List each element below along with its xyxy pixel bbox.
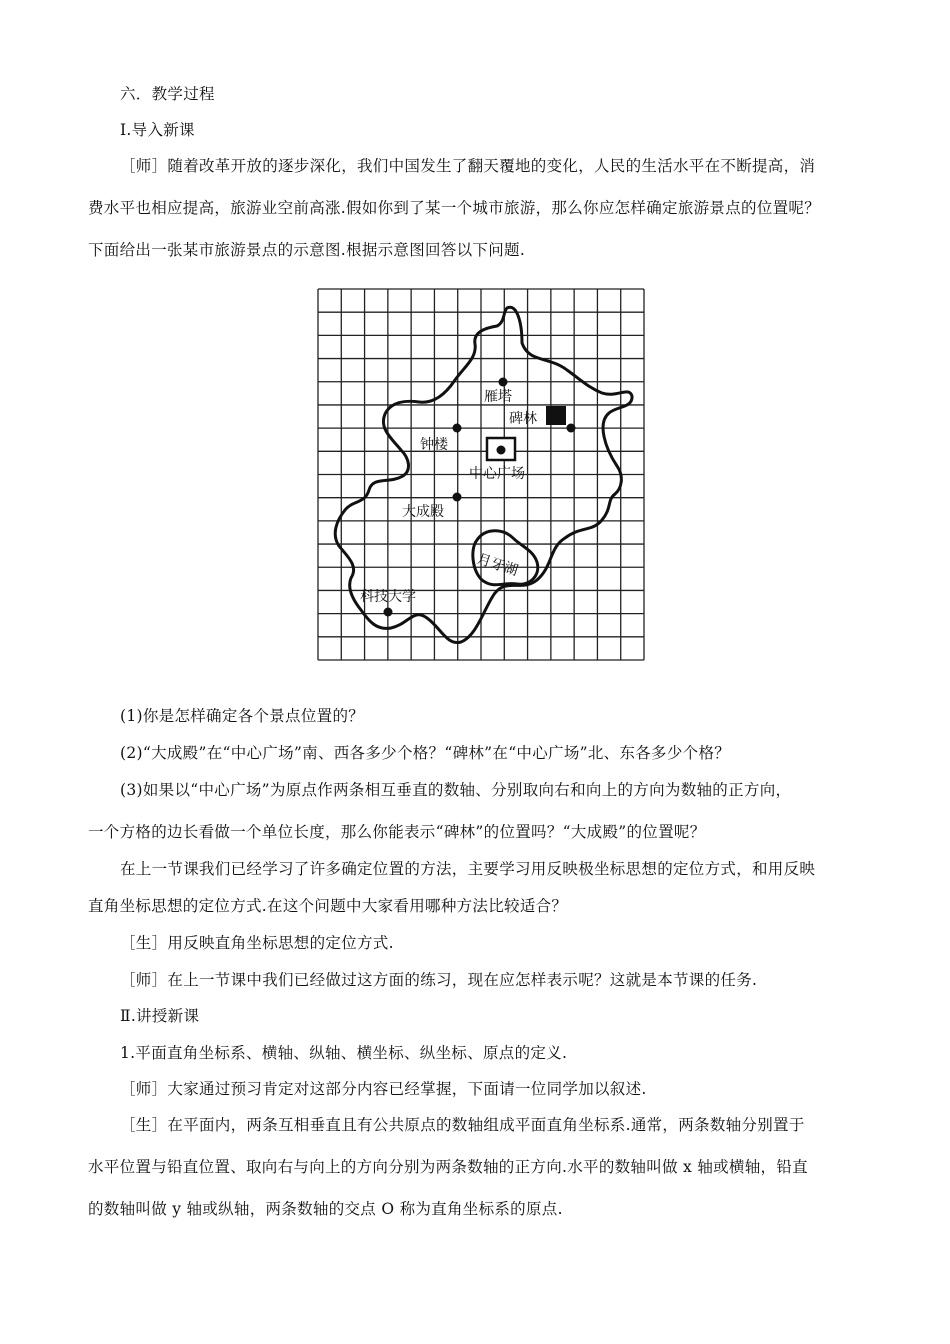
label-yanta: 雁塔 [484,389,512,405]
paragraph-line: 水平位置与铅直位置、取向右与向上的方向分别为两条数轴的正方向.水平的数轴叫做 x 轴或横轴，铅直 [88,1158,808,1176]
paragraph-line: ［生］用反映直角坐标思想的定位方式. [120,934,394,952]
paragraph-line: 的数轴叫做 y 轴或纵轴，两条数轴的交点 O 称为直角坐标系的原点. [88,1200,563,1218]
beilin-dot-icon [567,424,576,433]
paragraph-line: ［师］随着改革开放的逐步深化，我们中国发生了翻天覆地的变化，人民的生活水平在不断提高，消 [120,157,816,175]
label-zhongxin: 中心广场 [469,466,525,482]
dachengdian-dot-icon [453,493,462,502]
subheading-new-lesson: Ⅱ.讲授新课 [120,1007,200,1025]
paragraph-line: 1.平面直角坐标系、横轴、纵轴、横坐标、纵坐标、原点的定义. [120,1044,568,1062]
paragraph-line: ［师］在上一节课中我们已经做过这方面的练习，现在应怎样表示呢？这就是本节课的任务. [120,971,758,989]
question-3-line: 一个方格的边长看做一个单位长度，那么你能表示“碑林”的位置吗？“大成殿”的位置呢？ [88,823,706,841]
subheading-intro: Ⅰ.导入新课 [120,121,195,139]
zhonglou-dot-icon [453,424,462,433]
yanta-dot-icon [499,378,508,387]
label-yueyahu: 月牙湖 [474,551,520,580]
paragraph-line: 直角坐标思想的定位方式.在这个问题中大家看用哪种方法比较适合？ [88,897,568,915]
scenic-spot-map [317,288,645,661]
paragraph-line: 费水平也相应提高，旅游业空前高涨.假如你到了某一个城市旅游，那么你应怎样确定旅游景点的位置呢？ [88,199,821,217]
paragraph-line: 在上一节课我们已经学习了许多确定位置的方法，主要学习用反映极坐标思想的定位方式，和用反映 [120,860,816,878]
section-heading: 六．教学过程 [120,85,215,103]
label-keji: 科技大学 [360,589,416,605]
paragraph-line: 下面给出一张某市旅游景点的示意图.根据示意图回答以下问题. [88,241,526,259]
question-2: (2)“大成殿”在“中心广场”南、西各多少个格？“碑林”在“中心广场”北、东各多少个格？ [120,744,731,762]
stele-square-icon [546,406,566,425]
paragraph-line: ［生］在平面内，两条互相垂直且有公共原点的数轴组成平面直角坐标系.通常，两条数轴分别置于 [120,1116,805,1134]
question-1: (1)你是怎样确定各个景点位置的？ [120,707,365,725]
label-beilin: 碑林 [509,411,537,427]
label-zhonglou: 钟楼 [420,437,448,453]
paragraph-line: ［师］大家通过预习肯定对这部分内容已经掌握，下面请一位同学加以叙述. [120,1080,647,1098]
question-3-line: (3)如果以“中心广场”为原点作两条相互垂直的数轴、分别取向右和向上的方向为数轴的正方向， [120,781,792,799]
keji-dot-icon [384,608,393,617]
center-dot-icon [497,446,506,455]
label-dachengdian: 大成殿 [402,504,444,520]
